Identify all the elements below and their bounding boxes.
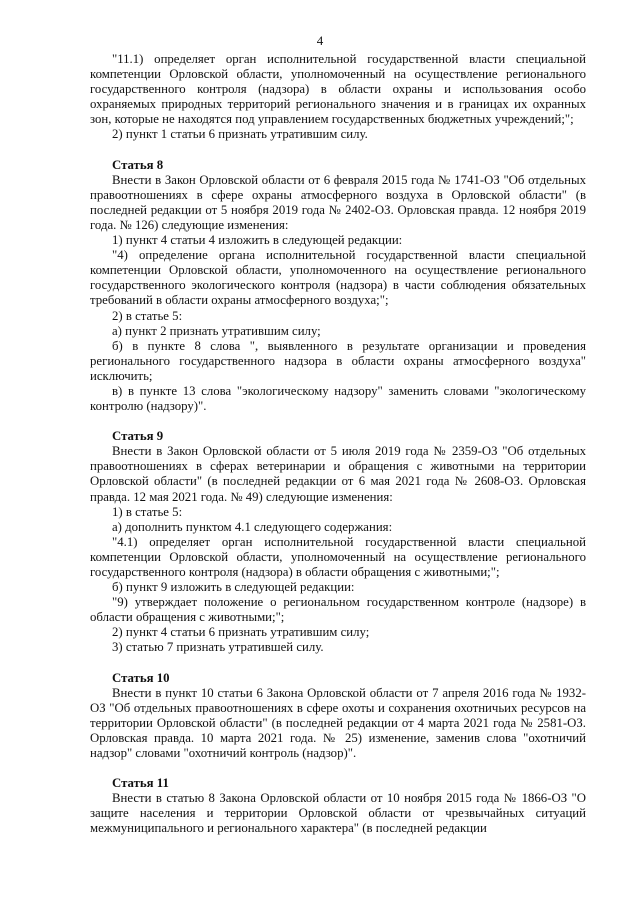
paragraph: "4.1) определяет орган исполнительной государственной власти специальной компетенции Орловской области, уполномоченный на осуществление регионального государственного контроля (надзора) в области обращения с животными;"; [90,534,586,579]
paragraph: 2) пункт 1 статьи 6 признать утратившим силу. [112,127,368,142]
paragraph: в) в пункте 13 слова "экологическому надзору" заменить словами "экологическому контролю (надзору)". [90,383,586,414]
paragraph: Внести в статью 8 Закона Орловской области от 10 ноября 2015 года № 1866-ОЗ "О защите населения и территории Орловской области от чрезвычайных ситуаций межмуниципального и регионального характера" (в последней редакции [90,791,586,836]
paragraph: 1) пункт 4 статьи 4 изложить в следующей редакции: [112,233,403,248]
article-section [90,671,586,762]
article-section [90,429,586,655]
article-title: Статья 10 [112,670,170,685]
paragraph: б) пункт 9 изложить в следующей редакции: [112,580,355,595]
paragraph: 2) пункт 4 статьи 6 признать утратившим силу; [112,625,370,640]
paragraph: а) дополнить пунктом 4.1 следующего содержания: [112,519,393,534]
paragraph: "9) утверждает положение о региональном государственном контроле (надзоре) в области обращения с животными;"; [90,595,586,625]
paragraph: "4) определение органа исполнительной государственной власти специальной компетенции Орловской области, уполномоченного на осуществление регионального государственного экологического контроля (надзора) в части соблюдения обязательных требований в области охраны атмосферного воздуха;"; [90,248,586,308]
article-section [90,776,586,836]
article-title: Статья 11 [112,776,169,791]
continuation-section [90,52,586,143]
paragraph: "11.1) определяет орган исполнительной государственной власти специальной компетенции Орловской области, уполномоченный на осуществление регионального государственного контроля (надзора) в области охраны и использования особо охраняемых природных территорий регионального значения и в границах их охранных зон, которые не находятся под управлением государственных бюджетных учреждений;"; [90,52,586,127]
paragraph: б) в пункте 8 слова ", выявленного в результате организации и проведения регионального государственного надзора в области охраны атмосферного воздуха" исключить; [90,338,586,383]
document-body [90,52,586,837]
article-title: Статья 9 [112,429,164,444]
paragraph: Внести в пункт 10 статьи 6 Закона Орловской области от 7 апреля 2016 года № 1932-ОЗ "Об отдельных правоотношениях в сфере охоты и сохранения охотничьих ресурсов на территории Орловской области" (в последней редакции от 4 марта 2021 года № 2581-ОЗ. Орловская правда. 10 марта 2021 года. № 25) изменение, заменив слова "охотничий надзор" словами "охотничий контроль (надзор)". [90,685,586,761]
paragraph: а) пункт 2 признать утратившим силу; [112,323,321,338]
paragraph: 1) в статье 5: [112,504,183,519]
paragraph: Внести в Закон Орловской области от 6 февраля 2015 года № 1741-ОЗ "Об отдельных правоотношениях в сфере охраны атмосферного воздуха в Орловской области" (в последней редакции от 5 ноября 2019 года № 2402-ОЗ. Орловская правда. 12 ноября 2019 года. № 126) следующие изменения: [90,172,586,232]
paragraph: Внести в Закон Орловской области от 5 июля 2019 года № 2359-ОЗ "Об отдельных правоотношениях в сферах ветеринарии и обращения с животными на территории Орловской области" (в последней редакции от 6 мая 2021 года № 2608-ОЗ. Орловская правда. 12 мая 2021 года. № 49) следующие изменения: [90,444,586,504]
article-section [90,158,586,415]
paragraph: 3) статью 7 признать утратившей силу. [112,640,324,655]
article-title: Статья 8 [112,157,164,172]
page-number: 4 [316,33,324,48]
paragraph: 2) в статье 5: [112,308,183,323]
